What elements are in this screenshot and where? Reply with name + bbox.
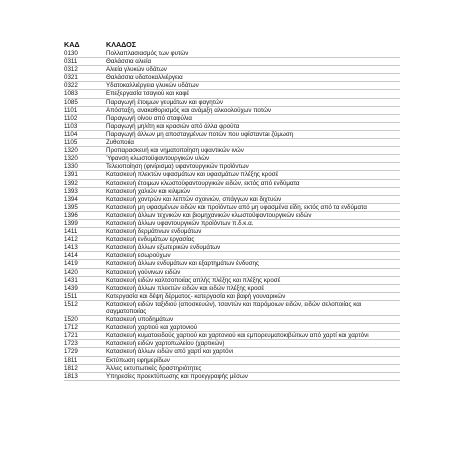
table-row <box>64 373 400 381</box>
row-sector: Κατασκευή χαρτιού και χαρτονιού <box>106 324 198 332</box>
table-row <box>64 171 400 179</box>
table-row <box>64 139 400 147</box>
header-sector: ΚΛΑΔΟΣ <box>106 40 137 49</box>
row-code: 1320 <box>64 155 78 163</box>
row-sector: Κατασκευή μη υφασμένων ειδών και προϊόντων από μη υφασμένα είδη, εκτός από τα ενδύματα <box>106 203 367 211</box>
row-sector: Πολλαπλασιασμός των φυτών <box>106 50 189 57</box>
row-code: 1413 <box>64 244 78 252</box>
row-code: 1102 <box>64 114 78 122</box>
row-sector: Θαλάσσια υδατοκαλλιέργεια <box>106 74 183 82</box>
row-sector: Επεξεργασία τσαγιού και καφέ <box>106 90 190 98</box>
row-sector: Ύφανση κλωστοϋφαντουργικών υλών <box>106 155 210 163</box>
table-row <box>64 316 400 324</box>
row-code: 1320 <box>64 147 78 155</box>
table-row <box>64 58 400 66</box>
row-code: 0311 <box>64 58 78 66</box>
table-row <box>64 66 400 74</box>
row-code: 1103 <box>64 122 78 130</box>
table-row <box>64 252 400 260</box>
row-code: 1412 <box>64 236 78 244</box>
row-code: 1399 <box>64 219 78 227</box>
row-sector: Κατασκευή άλλων πλεκτών ειδών και ειδών πλέξης κροσέ <box>106 284 265 292</box>
table-row <box>64 107 400 115</box>
table-row <box>64 147 400 155</box>
row-sector: Υδατοκαλλιέργεια γλυκών υδάτων <box>106 82 199 90</box>
row-sector: Υπηρεσίες προεκτύπωσης και προεγγραφής μέσων <box>106 372 248 380</box>
row-code: 0130 <box>64 50 78 57</box>
row-sector: Παραγωγή μηλίτη και κρασιών από άλλα φρούτα <box>106 122 240 130</box>
table-row <box>64 180 400 188</box>
row-code: 1811 <box>64 356 78 364</box>
table-row <box>64 99 400 107</box>
row-sector: Παραγωγή οίνου από σταφύλια <box>106 114 192 122</box>
row-code: 1729 <box>64 348 78 356</box>
row-code: 1330 <box>64 163 78 171</box>
row-code: 1394 <box>64 195 78 203</box>
table-row <box>64 123 400 131</box>
row-code: 1721 <box>64 332 78 340</box>
table-row <box>64 357 400 365</box>
table-row <box>64 348 400 356</box>
table-row <box>64 50 400 58</box>
table-row <box>64 155 400 163</box>
row-code: 1391 <box>64 171 78 179</box>
row-code: 1723 <box>64 340 78 348</box>
row-code: 1439 <box>64 284 78 292</box>
table-row <box>64 324 400 332</box>
row-sector: Θαλάσσια αλιεία <box>106 58 152 66</box>
row-sector: Κατασκευή κυματοειδούς χαρτιού και χαρτονιού και εμπορευματοκιβώτιων από χαρτί και χαρτόνι <box>106 332 369 340</box>
row-sector: Κατασκευή άλλων ειδών από χαρτί και χαρτόνι <box>106 348 234 356</box>
table-row <box>64 196 400 204</box>
row-sector: Παραγωγή έτοιμων γευμάτων και φαγητών <box>106 98 223 106</box>
table-row <box>64 82 400 90</box>
row-code: 1419 <box>64 260 78 268</box>
row-code: 1104 <box>64 130 78 138</box>
row-sector: Κατασκευή υποδημάτων <box>106 316 174 324</box>
row-code: 1812 <box>64 364 78 372</box>
row-code: 1712 <box>64 324 78 332</box>
table-row <box>64 269 400 277</box>
row-sector: Κατασκευή δερμάτινων ενδυμάτων <box>106 228 202 236</box>
row-sector: Άλλες εκτυπωτικές δραστηριότητες <box>106 364 202 372</box>
row-sector: Εκτύπωση εφημερίδων <box>106 356 170 364</box>
row-code: 1420 <box>64 268 78 276</box>
row-sector: Κατασκευή άλλων υφαντουργικών προϊόντων π.δ.κ.α. <box>106 219 254 227</box>
table-row <box>64 212 400 220</box>
row-code: 1512 <box>64 300 78 308</box>
row-sector: Κατασκευή ειδών χαρτοπωλείου (χαρτικών) <box>106 340 225 348</box>
row-sector: Απόσταξη, ανακαθορισμός και ανάμιξη αλκοολούχων ποτών <box>106 106 272 114</box>
row-sector: Κατασκευή ειδών καλτσοποιίας απλής πλέξης και πλέξης κροσέ <box>106 276 281 284</box>
table-row <box>64 340 400 348</box>
table-row <box>64 285 400 293</box>
row-code: 1411 <box>64 228 78 236</box>
row-sector: Κατασκευή πλεκτών υφασμάτων και υφασμάτων πλέξης κροσέ <box>106 171 279 179</box>
row-code: 1414 <box>64 252 78 260</box>
table-row <box>64 332 400 340</box>
header-code: ΚΑΔ <box>64 40 80 49</box>
row-sector: Κατασκευή χαλιών και κιλιμιών <box>106 187 191 195</box>
row-sector: Κατεργασία και δέψη δέρματος- κατεργασία και βαφή γουναρικών <box>106 292 286 300</box>
row-sector: Κατασκευή άλλων εξωτερικών ενδυμάτων <box>106 244 221 252</box>
table-row <box>64 115 400 123</box>
table-row <box>64 293 400 301</box>
row-code: 0322 <box>64 82 78 90</box>
row-code: 1101 <box>64 106 78 114</box>
row-code: 1813 <box>64 372 78 380</box>
row-sector: Ζυθοποιία <box>106 139 134 147</box>
row-code: 0321 <box>64 74 78 82</box>
table-row <box>64 260 400 268</box>
row-sector: Κατασκευή ειδών ταξιδιού (αποσκευών), τσαντών και παρόμοιων ειδών, ειδών σελοποιίας και σαγματοποιίας <box>106 300 362 315</box>
row-sector: Προπαρασκευή και νηματοποίηση υφαντικών ινών <box>106 147 244 155</box>
row-code: 1511 <box>64 292 78 300</box>
row-sector: Αλιεία γλυκών υδάτων <box>106 66 167 74</box>
row-code: 1085 <box>64 98 78 106</box>
row-sector: Κατασκευή άλλων τεχνικών και βιομηχανικών κλωστοϋφαντουργικών ειδών <box>106 211 312 219</box>
table-row <box>64 277 400 285</box>
row-sector: Παραγωγή άλλων μη αποσταγμένων ποτών που υφίσταντaι ζύμωση <box>106 130 294 138</box>
table-row <box>64 74 400 82</box>
table-row <box>64 131 400 139</box>
table-row <box>64 365 400 373</box>
table-body <box>64 50 400 381</box>
row-sector: Κατασκευή γούνινων ειδών <box>106 268 181 276</box>
table-row <box>64 163 400 171</box>
row-sector: Κατασκευή ενδυμάτων εργασίας <box>106 236 195 244</box>
table-row <box>64 90 400 98</box>
row-code: 1083 <box>64 90 78 98</box>
row-code: 1520 <box>64 316 78 324</box>
table-row <box>64 188 400 196</box>
table-row <box>64 301 400 316</box>
row-sector: Κατασκευή έτοιμων κλωστοϋφαντουργικών ειδών, εκτός από ενδύματα <box>106 179 300 187</box>
row-code: 1395 <box>64 203 78 211</box>
row-sector: Κατασκευή χοντρών και λεπτών σχοινιών, σπάγγων και διχτυών <box>106 195 282 203</box>
row-code: 1392 <box>64 179 78 187</box>
table-row <box>64 228 400 236</box>
row-code: 1396 <box>64 211 78 219</box>
row-code: 1393 <box>64 187 78 195</box>
row-sector: Κατασκευή άλλων ενδυμάτων και εξαρτημάτων ένδυσης <box>106 260 259 268</box>
row-sector: Τελειοποίηση (φινίρισμα) υφαντουργικών προϊόντων <box>106 163 249 171</box>
table-row <box>64 220 400 228</box>
row-code: 0312 <box>64 66 78 74</box>
table-row <box>64 236 400 244</box>
table-row <box>64 244 400 252</box>
row-code: 1431 <box>64 276 78 284</box>
table-row <box>64 204 400 212</box>
row-code: 1105 <box>64 139 78 147</box>
table-header <box>64 40 400 50</box>
row-sector: Κατασκευή εσωρούχων <box>106 252 171 260</box>
kad-table <box>64 40 400 381</box>
